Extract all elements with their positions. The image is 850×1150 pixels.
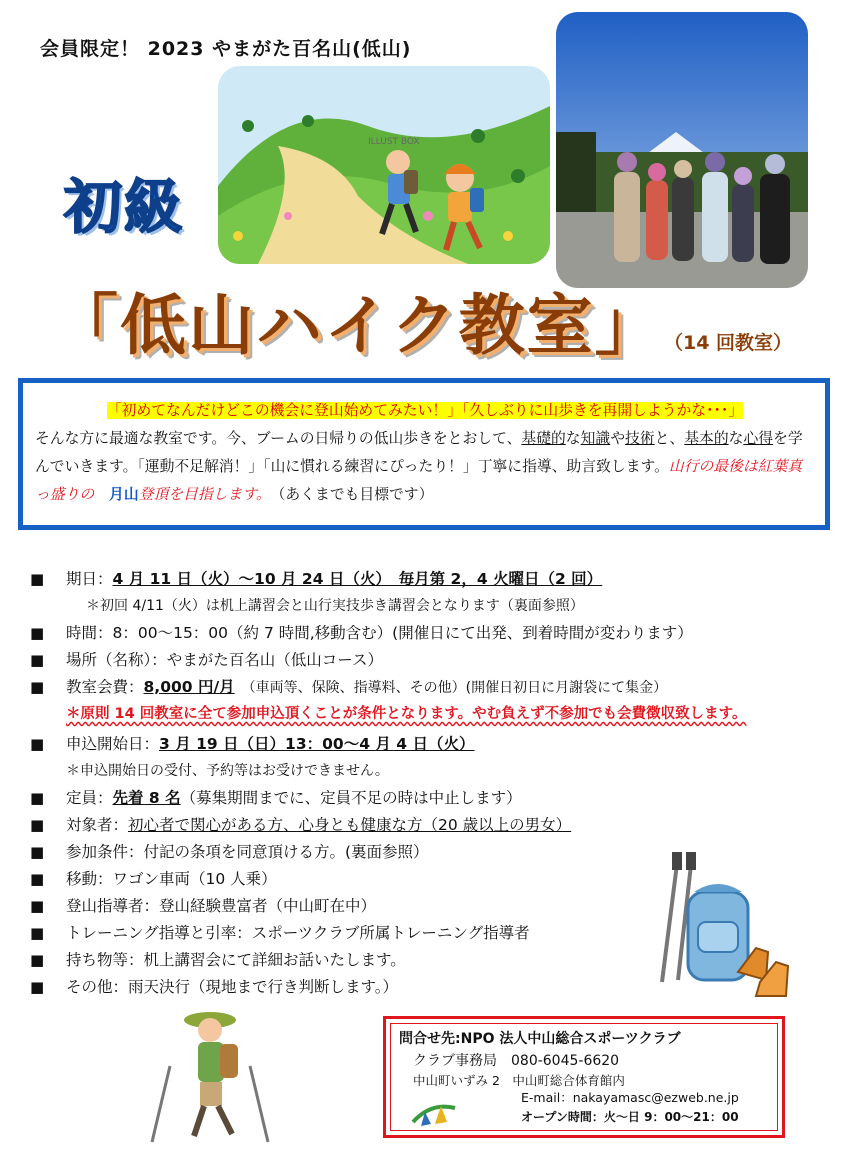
fee-value: 8,000 円/月 [143, 678, 235, 696]
session-count: （14 回教室） [664, 332, 793, 354]
time-text: 時間：8：00～15：00（約 7 時間,移動含む）(開催日にて出発、到着時間が変わります） [66, 624, 693, 642]
contact-address: 中山町いずみ 2 中山町総合体育館内 [413, 1073, 625, 1088]
apply-value: 3 月 19 日（日）13：00～4 月 4 日（火） [159, 735, 475, 753]
header-title: 会員限定！ 2023 やまがた百名山(低山) [40, 38, 412, 60]
intro-box [18, 378, 830, 530]
intro-quote: 「初めてなんだけどこの機会に登山始めてみたい！」「久しぶりに山歩きを再開しようかな･･･」 [106, 402, 744, 419]
conditions-text: 参加条件：付記の条項を同意頂ける方。(裏面参照） [66, 843, 429, 861]
club-logo [411, 1098, 457, 1128]
keyword-foundation: 基礎的 [521, 430, 566, 447]
goal-text: 山行の最後は紅葉真っ盛りの [35, 458, 803, 503]
contact-title: 問合せ先:NPO 法人中山総合スポーツクラブ [399, 1031, 681, 1047]
main-title: 「低山ハイク教室」 [52, 287, 663, 364]
bullet-square-icon: ■ [30, 978, 45, 996]
detail-warning-fee [30, 701, 830, 728]
intro-text-part: な [728, 430, 744, 447]
intro-text-part: な [565, 430, 581, 447]
fee-note: （車両等、保険、指導料、その他）(開催日初日に月謝袋にて集金） [234, 680, 668, 696]
bullet-square-icon: ■ [30, 924, 45, 942]
date-label: 期日： [66, 570, 113, 588]
backpack-illustration [648, 852, 798, 1022]
bullet-square-icon: ■ [30, 570, 45, 588]
detail-row-capacity [30, 785, 830, 812]
bullet-square-icon: ■ [30, 816, 45, 834]
place-text: 場所（名称）：やまがた百名山（低山コース） [66, 651, 383, 669]
keyword-skill: 技術 [625, 430, 655, 447]
hiker-illustration [140, 1006, 290, 1146]
contact-hours: オープン時間：火～日 9：00～21：00 [521, 1110, 739, 1124]
detail-row-apply [30, 731, 830, 758]
bullet-square-icon: ■ [30, 624, 45, 642]
keyword-mindset: 心得 [743, 430, 774, 447]
bullet-square-icon: ■ [30, 789, 45, 807]
contact-office: クラブ事務局 080-6045-6620 [413, 1053, 620, 1069]
goal-mountain: 月山 [109, 486, 139, 503]
bullet-square-icon: ■ [30, 843, 45, 861]
keyword-basic: 基本的 [684, 430, 729, 447]
bullet-square-icon: ■ [30, 951, 45, 969]
apply-note: ＊申込開始日の受付、予約等はお受けできません。 [66, 763, 389, 779]
guide-text: 登山指導者：登山経験豊富者（中山町在中） [66, 897, 377, 915]
detail-row-target [30, 812, 830, 839]
intro-text-part: や [610, 430, 626, 447]
apply-label: 申込開始日： [66, 735, 160, 753]
other-text: その他：雨天決行（現地まで行き判断します。） [66, 978, 399, 996]
goal-note: （あくまでも目標です） [278, 486, 434, 503]
fee-label: 教室会費： [66, 678, 144, 696]
transport-text: 移動：ワゴン車両（10 人乗） [66, 870, 277, 888]
belongings-text: 持ち物等：机上講習会にて詳細お話いたします。 [66, 951, 406, 969]
bullet-square-icon: ■ [30, 651, 45, 669]
keyword-knowledge: 知識 [580, 430, 611, 447]
capacity-label: 定員： [66, 789, 113, 807]
goal-text-end: 登頂を目指します。 [138, 486, 264, 503]
detail-row-place [30, 647, 830, 674]
bullet-square-icon: ■ [30, 897, 45, 915]
bullet-square-icon: ■ [30, 678, 45, 696]
level-title: 初級 [64, 173, 185, 241]
hiking-illustration [218, 66, 550, 264]
intro-text-part: を学んでいきます。「運動不足解消！」「山に慣れる練習にぴったり！」丁寧に指導、助言致します。 [35, 430, 803, 475]
target-label: 対象者： [66, 816, 129, 834]
bullet-square-icon: ■ [30, 870, 45, 888]
date-value: 4 月 11 日（火）～10 月 24 日（火） 毎月第 2，4 火曜日（2 回） [112, 570, 603, 588]
bullet-square-icon: ■ [30, 735, 45, 753]
date-note: ＊初回 4/11（火）は机上講習会と山行実技歩き講習会となります（裏面参照） [86, 598, 584, 614]
capacity-value: 先着 8 名 [112, 789, 181, 807]
target-value: 初心者で関心がある方、心身とも健康な方（20 歳以上の男女） [128, 816, 572, 834]
fee-warning: ＊原則 14 回教室に全て参加申込頂くことが条件となります。やむ負えず不参加でも会費徴収致します。 [66, 706, 747, 722]
capacity-note: （募集期間までに、定員不足の時は中止します） [180, 789, 522, 807]
detail-note-apply [30, 758, 830, 785]
detail-row-fee [30, 674, 830, 701]
contact-email[interactable]: E-mail：nakayamasc@ezweb.ne.jp [521, 1090, 739, 1105]
hikers-photo [556, 12, 808, 288]
detail-row-date [30, 566, 830, 593]
illustration-watermark: ILLUST BOX [368, 137, 420, 147]
intro-text-part: そんな方に最適な教室です。今、ブームの日帰りの低山歩きをとおして、 [35, 430, 522, 447]
detail-note-date [30, 593, 830, 620]
detail-row-time [30, 620, 830, 647]
training-text: トレーニング指導と引率：スポーツクラブ所属トレーニング指導者 [66, 924, 530, 942]
intro-text [35, 397, 815, 509]
contact-box [383, 1016, 785, 1138]
intro-text-part: と、 [654, 430, 685, 447]
